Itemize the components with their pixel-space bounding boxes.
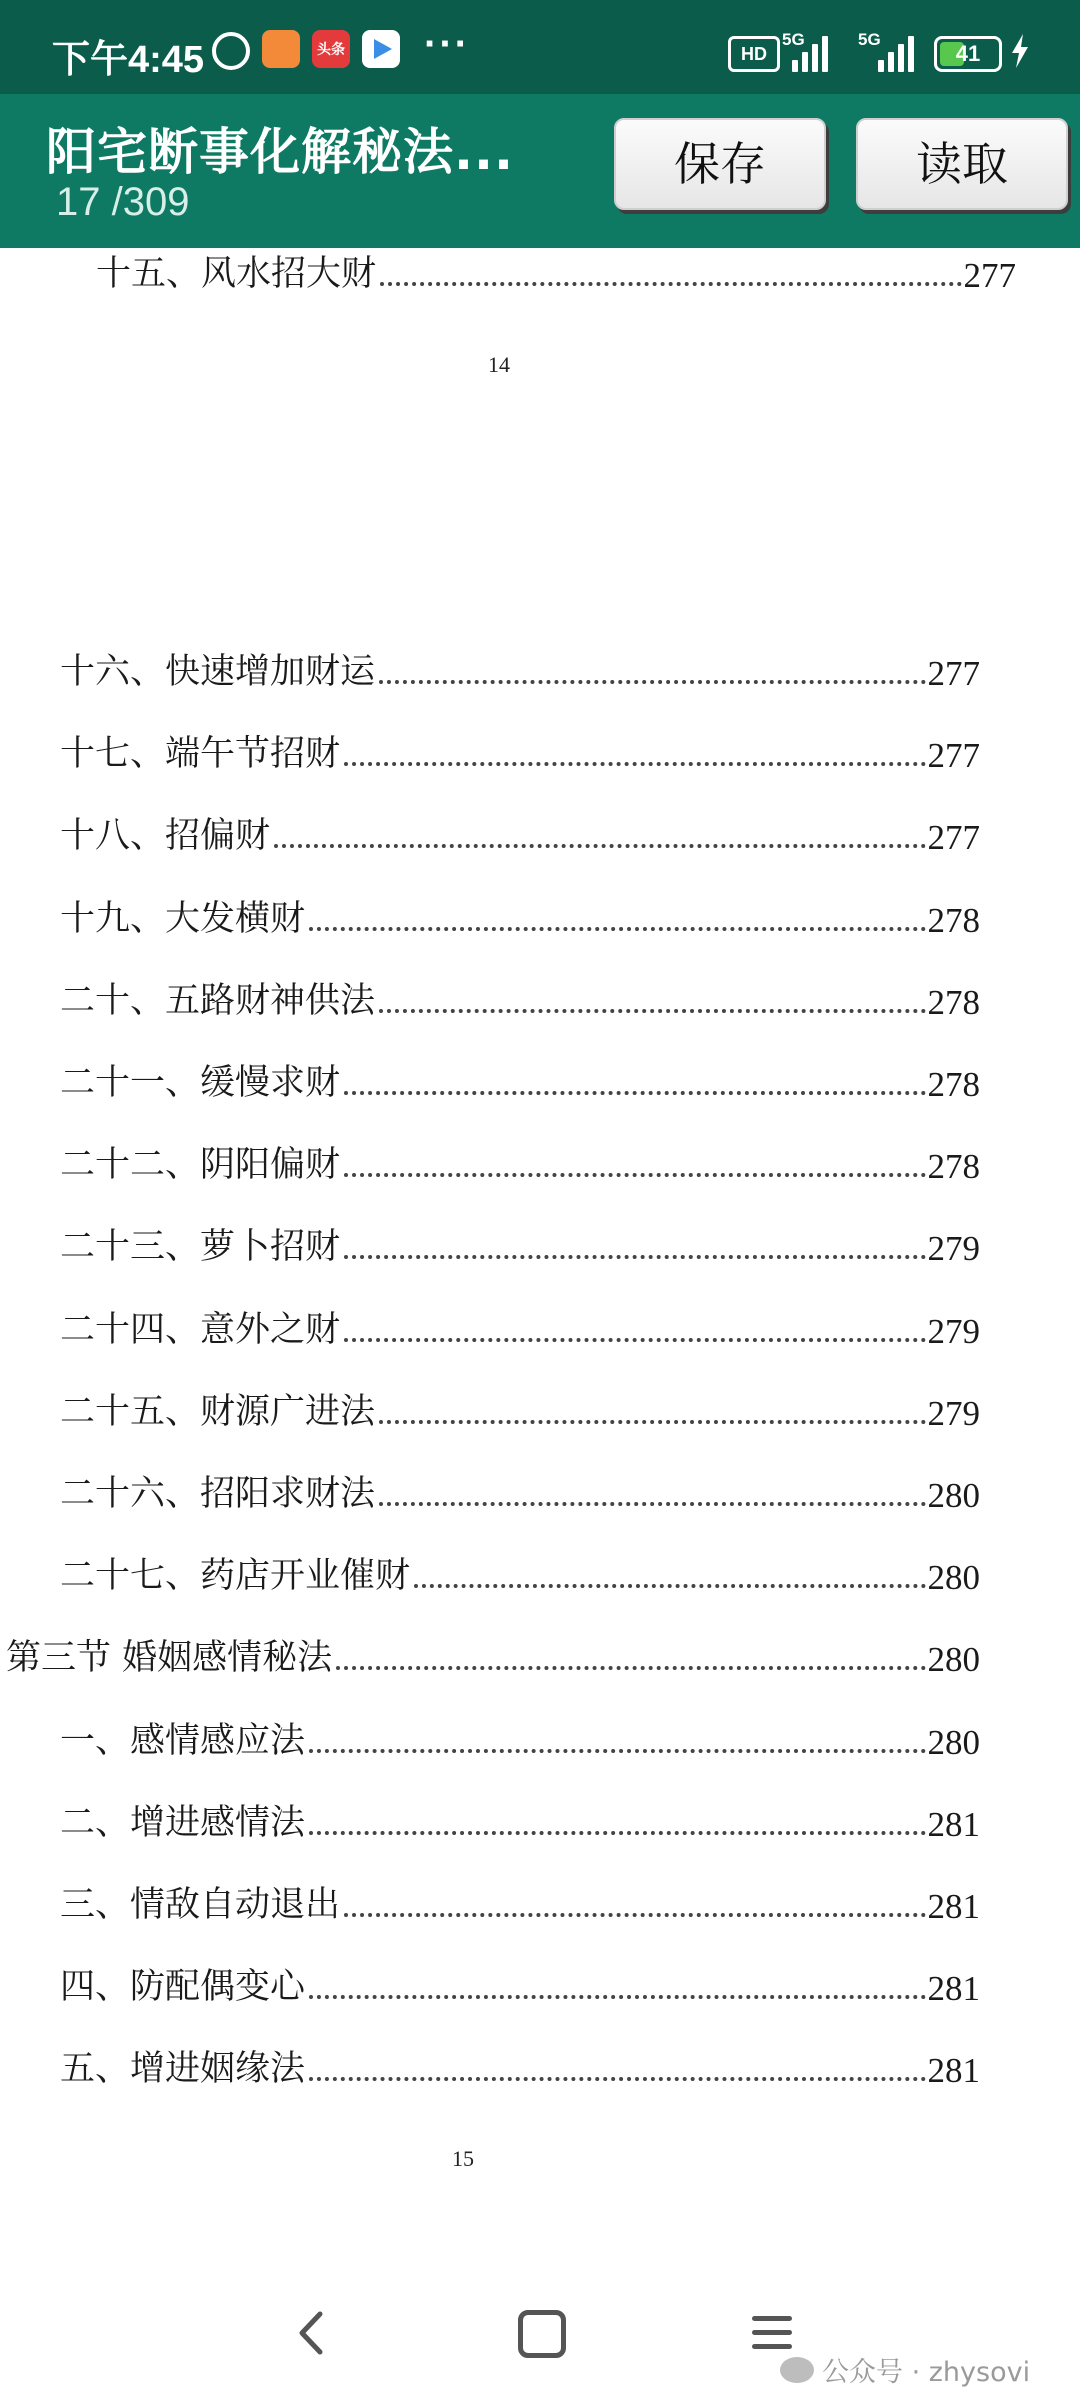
toc-leader-dots xyxy=(309,1831,925,1835)
toc-leader-dots xyxy=(344,762,925,766)
toc-leader-dots xyxy=(344,1091,925,1095)
toc-leader-dots xyxy=(379,1502,925,1506)
toc-entry xyxy=(60,2031,980,2091)
toc-leader-dots xyxy=(274,844,925,848)
toc-entry xyxy=(60,1374,980,1434)
toc-entry xyxy=(60,1209,980,1269)
toc-leader-dots xyxy=(344,1913,925,1917)
toc-entry-page: 278 xyxy=(927,901,980,940)
toc-leader-dots xyxy=(414,1584,925,1588)
navigation-bar xyxy=(0,2268,1080,2400)
toc-entry-label: 三、情敌自动退出 xyxy=(60,1885,341,1925)
toc-entry-label: 十六、快速增加财运 xyxy=(60,652,376,692)
save-button[interactable]: 保存 xyxy=(614,118,826,210)
toc-entry-page: 278 xyxy=(927,1065,980,1104)
toc-entry-label: 二十七、药店开业催财 xyxy=(60,1556,411,1596)
toc-entry-label: 十九、大发横财 xyxy=(60,899,306,939)
toc-entry xyxy=(96,236,1016,296)
toc-entry-page: 278 xyxy=(927,983,980,1022)
toc-entry-label: 五、增进姻缘法 xyxy=(60,2049,306,2089)
toc-entry-label: 二十五、财源广进法 xyxy=(60,1392,376,1432)
toc-leader-dots xyxy=(379,1009,925,1013)
toc-entry-page: 278 xyxy=(927,1147,980,1186)
toc-entry-label: 二十、五路财神供法 xyxy=(60,981,376,1021)
toc-entry-page: 281 xyxy=(927,1969,980,2008)
toc-entry xyxy=(60,1949,980,2009)
toc-entry xyxy=(60,963,980,1023)
notification-app-icon xyxy=(262,30,300,68)
toc-entry xyxy=(60,1045,980,1105)
toc-entry-page: 280 xyxy=(927,1476,980,1515)
toc-entry xyxy=(60,1867,980,1927)
toc-entry-page: 279 xyxy=(927,1312,980,1351)
toc-leader-dots xyxy=(309,1749,925,1753)
toc-leader-dots xyxy=(344,1338,925,1342)
toc-entry-label: 十八、招偏财 xyxy=(60,816,271,856)
toc-entry-page: 280 xyxy=(927,1640,980,1679)
toc-entry-label: 四、防配偶变心 xyxy=(60,1967,306,2007)
toc-entry xyxy=(60,1292,980,1352)
toc-entry-page: 279 xyxy=(927,1229,980,1268)
toc-entry-label: 二十六、招阳求财法 xyxy=(60,1474,376,1514)
toc-entry-page: 279 xyxy=(927,1394,980,1433)
toc-entry-label: 二十一、缓慢求财 xyxy=(60,1063,341,1103)
document-title: 阳宅断事化解秘法... xyxy=(46,123,514,181)
battery-percent: 41 xyxy=(955,41,981,66)
toc-entry xyxy=(60,1456,980,1516)
wechat-icon xyxy=(780,2357,814,2383)
page-indicator: 17 /309 xyxy=(56,180,190,224)
signal-1-icon xyxy=(788,30,832,72)
toc-entry-label: 一、感情感应法 xyxy=(60,1721,306,1761)
toc-entry-page: 280 xyxy=(927,1723,980,1762)
watermark xyxy=(780,2350,1030,2389)
toc-entry xyxy=(60,881,980,941)
toc-leader-dots xyxy=(379,680,925,684)
more-notifications-icon: ··· xyxy=(424,22,470,66)
charging-bolt-icon xyxy=(1010,34,1030,68)
status-bar xyxy=(0,0,1080,94)
signal-2-icon xyxy=(866,30,922,72)
toc-entry-page: 280 xyxy=(927,1558,980,1597)
toc-entry-page: 277 xyxy=(963,256,1016,295)
toc-entry-page: 281 xyxy=(927,1887,980,1926)
toc-leader-dots xyxy=(344,1173,925,1177)
page-number: 15 xyxy=(452,2146,474,2171)
toc-entry-label: 二十三、萝卜招财 xyxy=(60,1227,341,1267)
toc-leader-dots xyxy=(309,927,925,931)
battery-icon xyxy=(934,36,1002,72)
toc-entry-label: 十七、端午节招财 xyxy=(60,734,341,774)
toc-entry-page: 281 xyxy=(927,1805,980,1844)
toc-entry-label: 二十二、阴阳偏财 xyxy=(60,1145,341,1185)
home-icon[interactable] xyxy=(518,2310,566,2358)
toc-leader-dots xyxy=(309,2077,925,2081)
toc-entry xyxy=(60,1127,980,1187)
toutiao-app-icon: 头条 xyxy=(312,30,350,68)
toc-leader-dots xyxy=(336,1666,925,1670)
network-type-2: 5G xyxy=(858,30,881,49)
toc-leader-dots xyxy=(379,1420,925,1424)
toc-entry-label: 二十四、意外之财 xyxy=(60,1310,341,1350)
toc-entry-page: 281 xyxy=(927,2051,980,2090)
video-app-icon xyxy=(362,30,400,68)
app-bar xyxy=(0,94,1080,248)
toc-entry xyxy=(60,1703,980,1763)
toc-entry-page: 277 xyxy=(927,818,980,857)
page-number: 14 xyxy=(488,352,510,377)
back-icon[interactable] xyxy=(288,2308,338,2358)
toc-entry-label: 第三节 婚姻感情秘法 xyxy=(6,1638,333,1678)
toc-entry-page: 277 xyxy=(927,736,980,775)
status-time: 下午4:45 xyxy=(52,39,205,81)
toc-leader-dots xyxy=(344,1255,925,1259)
watermark-text: 公众号 · zhysovi xyxy=(822,2357,1031,2388)
hd-voice-icon: HD xyxy=(728,36,780,72)
toc-leader-dots xyxy=(380,282,961,286)
alarm-icon xyxy=(212,32,250,70)
toc-entry xyxy=(60,1538,980,1598)
toc-entry xyxy=(60,798,980,858)
toc-entry xyxy=(60,1785,980,1845)
read-button[interactable]: 读取 xyxy=(856,118,1068,210)
toc-entry xyxy=(60,634,980,694)
toc-entry-label: 十五、风水招大财 xyxy=(96,254,377,294)
toc-entry-page: 277 xyxy=(927,654,980,693)
toc-leader-dots xyxy=(309,1995,925,1999)
toc-entry xyxy=(60,716,980,776)
toc-section-entry xyxy=(6,1620,980,1680)
toc-entry-label: 二、增进感情法 xyxy=(60,1803,306,1843)
network-type-1: 5G xyxy=(782,30,805,49)
